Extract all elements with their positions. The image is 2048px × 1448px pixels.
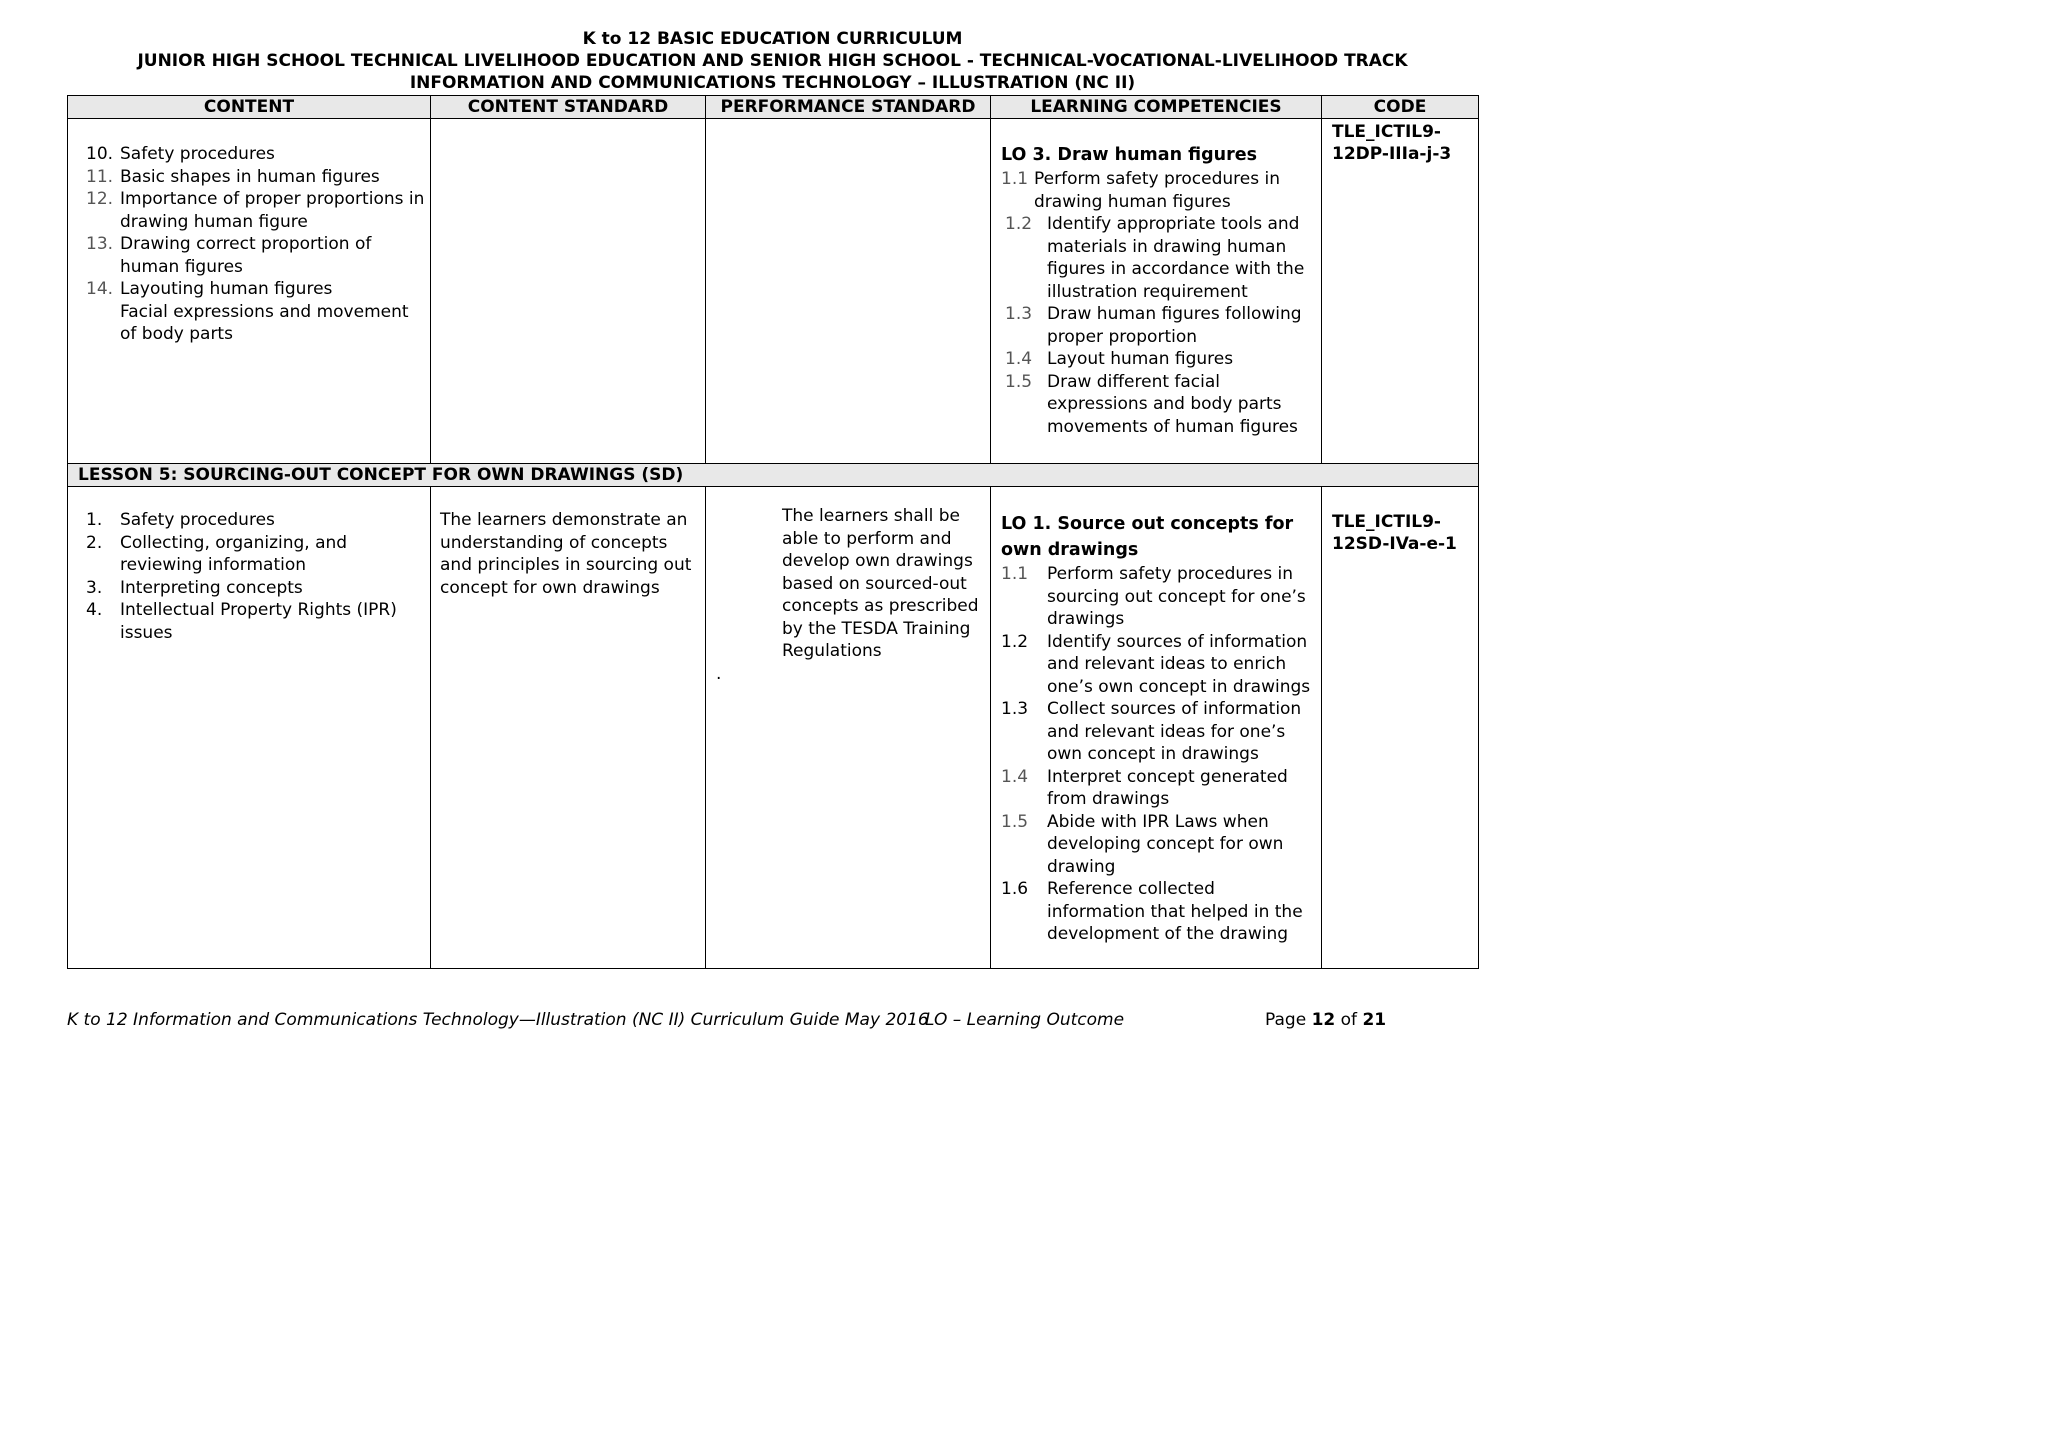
content-list xyxy=(68,509,430,644)
learning-outcome-title: LO 3. Draw human figures xyxy=(1001,145,1258,165)
competency-list xyxy=(1001,563,1311,946)
document-subtitle: JUNIOR HIGH SCHOOL TECHNICAL LIVELIHOOD EDUCATION AND SENIOR HIGH SCHOOL - TECHNICAL-VOCATIONAL-LIVELIHOOD TRACK xyxy=(137,51,1408,71)
lesson-row xyxy=(68,464,1479,487)
performance-standard-cell xyxy=(706,119,991,464)
column-header: CODE xyxy=(1322,96,1479,119)
content-extra-text: Facial expressions and movement of body parts xyxy=(120,301,409,344)
content-standard-text: The learners demonstrate an understanding of concepts and principles in sourcing out concept for own drawings xyxy=(440,510,692,598)
list-item: 2. Collecting, organizing, and reviewing information xyxy=(86,532,348,575)
code-cell xyxy=(1322,487,1479,969)
column-header: LEARNING COMPETENCIES xyxy=(991,96,1322,119)
performance-standard-cell xyxy=(706,487,991,969)
list-item: 1.6 Reference collected information that helped in the development of the drawing xyxy=(1001,879,1303,944)
table-row xyxy=(68,487,1479,969)
list-item: 1.1 Perform safety procedures in sourcing out concept for one’s drawings xyxy=(1001,564,1306,629)
column-header: CONTENT STANDARD xyxy=(431,96,706,119)
list-item: 10. Safety procedures xyxy=(86,144,275,164)
table-header-row xyxy=(68,96,1479,119)
lesson-title: LESSON 5: SOURCING-OUT CONCEPT FOR OWN DRAWINGS (SD) xyxy=(68,464,1479,487)
content-cell xyxy=(68,487,431,969)
list-item: 1.1 Perform safety procedures in drawing human figures xyxy=(1001,169,1280,212)
page-number: Page 12 of 21 xyxy=(1265,1010,1387,1030)
list-item: 1.4 Layout human figures xyxy=(1005,349,1234,369)
content-standard-cell xyxy=(431,119,706,464)
list-item: 1.2 Identify sources of information and relevant ideas to enrich one’s own concept in drawings xyxy=(1001,631,1311,697)
performance-standard-text: The learners shall be able to perform and develop own drawings based on sourced-out concepts as prescribed by the TESDA Training Regulations xyxy=(782,506,979,661)
list-item: 12. Importance of proper proportions in drawing human figure xyxy=(86,189,425,232)
footer-guide-title: K to 12 Information and Communications Technology—Illustration (NC II) Curriculum Guide May 2016 xyxy=(67,1010,929,1030)
list-item: 4. Intellectual Property Rights (IPR) issues xyxy=(86,600,397,643)
table-row xyxy=(68,119,1479,464)
curriculum-table xyxy=(67,95,1479,969)
list-item: 1.3 Draw human figures following proper proportion xyxy=(1005,304,1302,347)
list-item: 1.3 Collect sources of information and relevant ideas for one’s own concept in drawings xyxy=(1001,699,1302,764)
footer-legend: LO – Learning Outcome xyxy=(925,1010,1125,1030)
document-section-title: INFORMATION AND COMMUNICATIONS TECHNOLOGY – ILLUSTRATION (NC II) xyxy=(409,73,1136,93)
list-item: 1.2 Identify appropriate tools and materials in drawing human figures in accordance with the illustration requirement xyxy=(1005,214,1305,302)
list-item: 1.5 Draw different facial expressions and body parts movements of human figures xyxy=(1005,371,1298,437)
column-header: PERFORMANCE STANDARD xyxy=(706,96,991,119)
learning-outcome-title: LO 1. Source out concepts for own drawings xyxy=(1001,514,1294,560)
competency-code: TLE_ICTIL9-12DP-IIIa-j-3 xyxy=(1332,122,1452,164)
column-header: CONTENT xyxy=(68,96,431,119)
performance-dot: . xyxy=(716,663,722,684)
competency-list xyxy=(1001,168,1311,438)
content-cell xyxy=(68,119,431,464)
list-item: 3. Interpreting concepts xyxy=(86,577,303,598)
competencies-cell xyxy=(991,119,1322,464)
content-list xyxy=(68,143,430,301)
list-item: 1.5 Abide with IPR Laws when developing concept for own drawing xyxy=(1001,811,1284,877)
list-item: 1. Safety procedures xyxy=(86,510,275,530)
list-item: 14. Layouting human figures xyxy=(86,279,333,299)
list-item: 11. Basic shapes in human figures xyxy=(86,166,380,187)
competencies-cell xyxy=(991,487,1322,969)
list-item: 1.4 Interpret concept generated from drawings xyxy=(1001,766,1288,809)
content-standard-cell xyxy=(431,487,706,969)
competency-code: TLE_ICTIL9-12SD-IVa-e-1 xyxy=(1332,512,1457,554)
list-item: 13. Drawing correct proportion of human figures xyxy=(86,234,372,277)
code-cell xyxy=(1322,119,1479,464)
document-title: K to 12 BASIC EDUCATION CURRICULUM xyxy=(582,29,963,49)
